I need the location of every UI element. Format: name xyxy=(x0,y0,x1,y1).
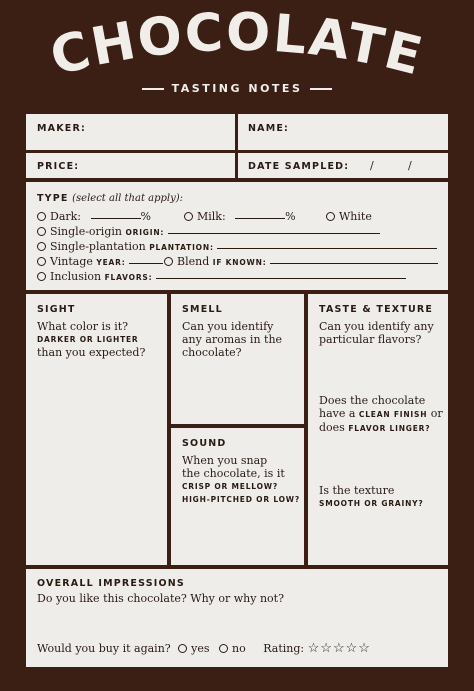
date-sampled-label: DATE SAMPLED: xyxy=(248,161,350,172)
yes-radio[interactable] xyxy=(178,644,187,653)
taste-texture-section[interactable] xyxy=(308,294,448,565)
taste-q3a: Is the texture xyxy=(319,484,395,497)
sound-q4: HIGH-PITCHED OR LOW? xyxy=(182,495,301,504)
dark-radio[interactable] xyxy=(37,212,46,221)
taste-q2c-pre: does xyxy=(319,421,345,434)
smell-section[interactable] xyxy=(171,294,304,424)
milk-option[interactable] xyxy=(184,210,296,223)
taste-question-3 xyxy=(319,484,447,510)
sight-question xyxy=(37,320,163,359)
flavors-label: FLAVORS: xyxy=(104,273,153,282)
smell-q2: any aromas in the xyxy=(182,333,283,346)
maker-label: MAKER: xyxy=(37,123,86,134)
header xyxy=(0,0,474,112)
sight-section[interactable] xyxy=(26,294,167,565)
sound-question xyxy=(182,454,304,506)
taste-q2b-sc: CLEAN FINISH xyxy=(358,410,428,419)
white-label: White xyxy=(339,210,372,223)
page-title: CHOCOLATE xyxy=(44,2,430,88)
plantation-label: PLANTATION: xyxy=(149,243,214,252)
type-hint: (select all that apply): xyxy=(72,193,184,204)
price-field[interactable] xyxy=(26,153,235,178)
taste-heading: TASTE & TEXTURE xyxy=(319,304,434,315)
date-separator: / xyxy=(408,159,412,172)
taste-q1a: Can you identify any xyxy=(319,320,434,333)
single-plantation-radio[interactable] xyxy=(37,242,46,251)
no-label: no xyxy=(232,642,246,655)
milk-label: Milk: xyxy=(197,210,226,223)
if-known-label: IF KNOWN: xyxy=(212,258,267,267)
type-heading: TYPE xyxy=(37,193,69,204)
star-rating[interactable]: ☆☆☆☆☆ xyxy=(307,641,371,656)
blend-radio[interactable] xyxy=(164,257,173,266)
taste-question-2 xyxy=(319,394,447,435)
inclusion-radio[interactable] xyxy=(37,272,46,281)
sound-q2: the chocolate, is it xyxy=(182,467,285,480)
maker-field[interactable] xyxy=(26,114,235,150)
title-arc-svg xyxy=(0,0,474,112)
origin-line[interactable] xyxy=(168,233,380,234)
vintage-radio[interactable] xyxy=(37,257,46,266)
type-section xyxy=(26,182,448,290)
date-separator: / xyxy=(370,159,374,172)
vintage-option[interactable] xyxy=(37,255,163,268)
sight-heading: SIGHT xyxy=(37,304,76,315)
blend-option[interactable] xyxy=(164,255,438,268)
white-option[interactable] xyxy=(326,210,372,223)
dark-label: Dark: xyxy=(50,210,82,223)
dark-option[interactable] xyxy=(37,210,151,223)
sight-q3: than you expected? xyxy=(37,346,146,359)
divider xyxy=(310,88,332,90)
milk-percent-line[interactable] xyxy=(235,218,285,219)
sound-heading: SOUND xyxy=(182,438,227,449)
overall-question: Do you like this chocolate? Why or why not? xyxy=(37,592,284,605)
single-plantation-label: Single-plantation xyxy=(50,240,146,253)
rating-label: Rating: xyxy=(263,642,305,655)
taste-q2b-post: or xyxy=(430,407,443,420)
single-plantation-option[interactable] xyxy=(37,240,437,253)
percent-sign: % xyxy=(285,210,296,223)
taste-q2b-pre: have a xyxy=(319,407,356,420)
price-label: PRICE: xyxy=(37,161,80,172)
year-label: YEAR: xyxy=(96,258,126,267)
sound-q1: When you snap xyxy=(182,454,268,467)
smell-question xyxy=(182,320,302,359)
buy-again-label: Would you buy it again? xyxy=(37,642,171,655)
inclusion-label: Inclusion xyxy=(50,270,102,283)
sound-section[interactable] xyxy=(171,428,304,565)
taste-q2a: Does the chocolate xyxy=(319,394,426,407)
rating-row xyxy=(37,641,371,656)
date-sampled-field[interactable] xyxy=(238,153,448,178)
vintage-label: Vintage xyxy=(50,255,93,268)
no-radio[interactable] xyxy=(219,644,228,653)
percent-sign: % xyxy=(140,210,151,223)
single-origin-radio[interactable] xyxy=(37,227,46,236)
name-field[interactable] xyxy=(238,114,448,150)
taste-q2c-sc: FLAVOR LINGER? xyxy=(348,424,431,433)
smell-q3: chocolate? xyxy=(182,346,242,359)
single-origin-option[interactable] xyxy=(37,225,380,238)
single-origin-label: Single-origin xyxy=(50,225,122,238)
sight-q2: DARKER OR LIGHTER xyxy=(37,335,139,344)
blend-label: Blend xyxy=(177,255,210,268)
overall-heading: OVERALL IMPRESSIONS xyxy=(37,578,185,589)
dark-percent-line[interactable] xyxy=(91,218,141,219)
white-radio[interactable] xyxy=(326,212,335,221)
smell-q1: Can you identify xyxy=(182,320,274,333)
sound-q3: CRISP OR MELLOW? xyxy=(182,482,279,491)
blend-line[interactable] xyxy=(270,263,438,264)
subtitle xyxy=(0,82,474,95)
type-heading-row xyxy=(37,191,183,204)
name-label: NAME: xyxy=(248,123,290,134)
inclusion-option[interactable] xyxy=(37,270,406,283)
divider xyxy=(142,88,164,90)
taste-q1b: particular flavors? xyxy=(319,333,422,346)
plantation-line[interactable] xyxy=(217,248,437,249)
milk-radio[interactable] xyxy=(184,212,193,221)
flavors-line[interactable] xyxy=(156,278,406,279)
origin-label: ORIGIN: xyxy=(125,228,165,237)
smell-heading: SMELL xyxy=(182,304,223,315)
yes-label: yes xyxy=(191,642,210,655)
sight-q1: What color is it? xyxy=(37,320,129,333)
taste-question-1 xyxy=(319,320,447,346)
year-line[interactable] xyxy=(129,263,163,264)
subtitle-text: TASTING NOTES xyxy=(171,82,303,95)
taste-q3b: SMOOTH OR GRAINY? xyxy=(319,499,424,508)
overall-section[interactable] xyxy=(26,569,448,667)
